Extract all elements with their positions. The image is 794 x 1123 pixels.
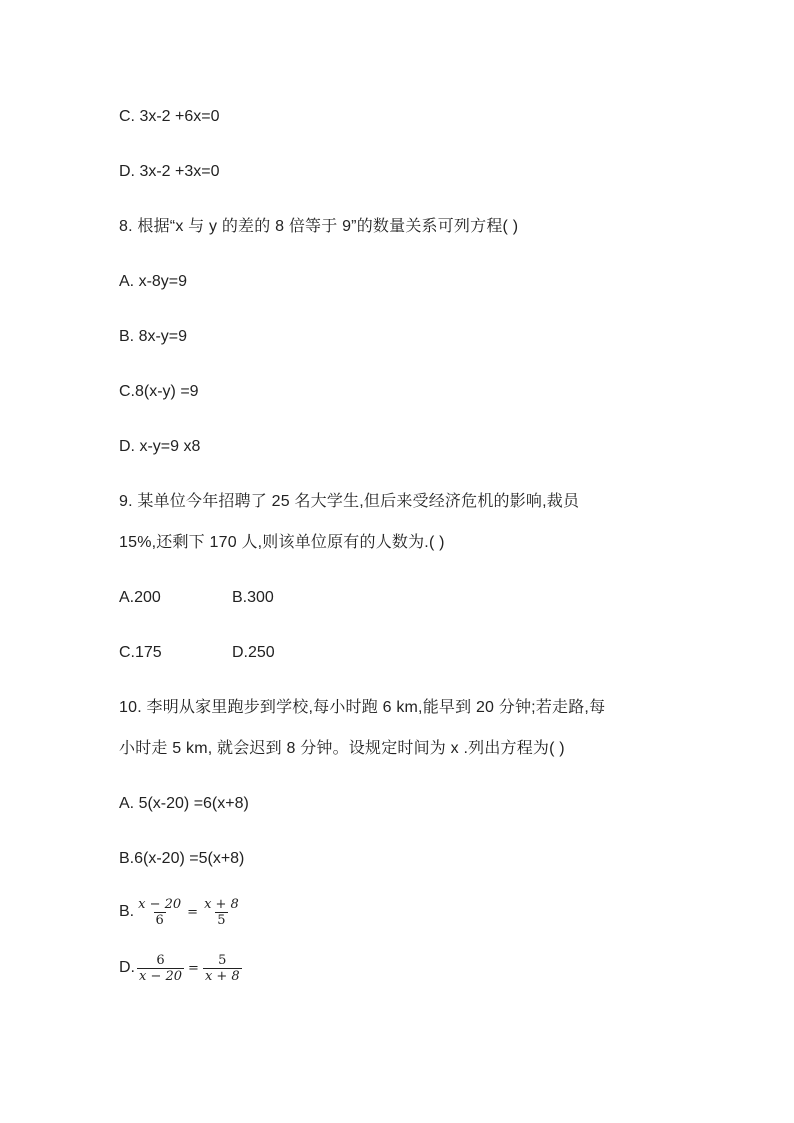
- q8-stem: 8. 根据“x 与 y 的差的 8 倍等于 9”的数量关系可列方程( ): [119, 218, 519, 235]
- q10-option-c-label: B.: [119, 903, 135, 920]
- fraction-denominator: 5: [217, 912, 226, 928]
- q10-option-d-label: D.: [119, 959, 135, 976]
- q9-option-a: A.200: [119, 589, 161, 606]
- q9-options-row2: [119, 643, 519, 663]
- q9-stem-line1: 9. 某单位今年招聘了 25 名大学生,但后来受经济危机的影响,裁员: [119, 493, 580, 510]
- equals-sign: =: [187, 904, 199, 920]
- q8-option-d: D. x-y=9 x8: [119, 438, 201, 455]
- q7-option-c: C. 3x-2 +6x=0: [119, 108, 220, 125]
- fraction-numerator: x − 20: [138, 896, 182, 912]
- fraction-denominator: x + 8: [204, 968, 240, 984]
- q9-options-row1: [119, 588, 519, 608]
- q10-stem-line2: 小时走 5 km, 就会迟到 8 分钟。设规定时间为 x .列出方程为( ): [119, 740, 565, 757]
- q7-option-d: D. 3x-2 +3x=0: [119, 163, 220, 180]
- fraction-denominator: 6: [155, 912, 164, 928]
- fraction-denominator: x − 20: [139, 968, 183, 984]
- q9-option-b: B.300: [232, 589, 274, 606]
- q10-option-d-right-fraction: [203, 953, 242, 984]
- q10-option-d-left-fraction: [137, 953, 184, 984]
- q9-stem-line2: 15%,还剩下 170 人,则该单位原有的人数为.( ): [119, 534, 445, 551]
- q10-stem-line1: 10. 李明从家里跑步到学校,每小时跑 6 km,能早到 20 分钟;若走路,每: [119, 699, 606, 716]
- q9-option-c: C.175: [119, 644, 162, 661]
- q9-option-d: D.250: [232, 644, 275, 661]
- fraction-numerator: x + 8: [204, 896, 239, 912]
- fraction-numerator: 6: [156, 952, 165, 968]
- q10-option-c-left-fraction: [136, 897, 183, 928]
- q10-option-b: B.6(x-20) =5(x+8): [119, 850, 245, 867]
- equals-sign: =: [188, 960, 199, 976]
- q10-option-c: [119, 892, 243, 932]
- q8-option-a: A. x-8y=9: [119, 273, 188, 290]
- q8-option-c: C.8(x-y) =9: [119, 383, 199, 400]
- q10-option-c-right-fraction: [202, 897, 241, 928]
- q10-option-a: A. 5(x-20) =6(x+8): [119, 795, 249, 812]
- q10-option-d: [119, 948, 244, 988]
- fraction-numerator: 5: [218, 952, 227, 968]
- q8-option-b: B. 8x-y=9: [119, 328, 188, 345]
